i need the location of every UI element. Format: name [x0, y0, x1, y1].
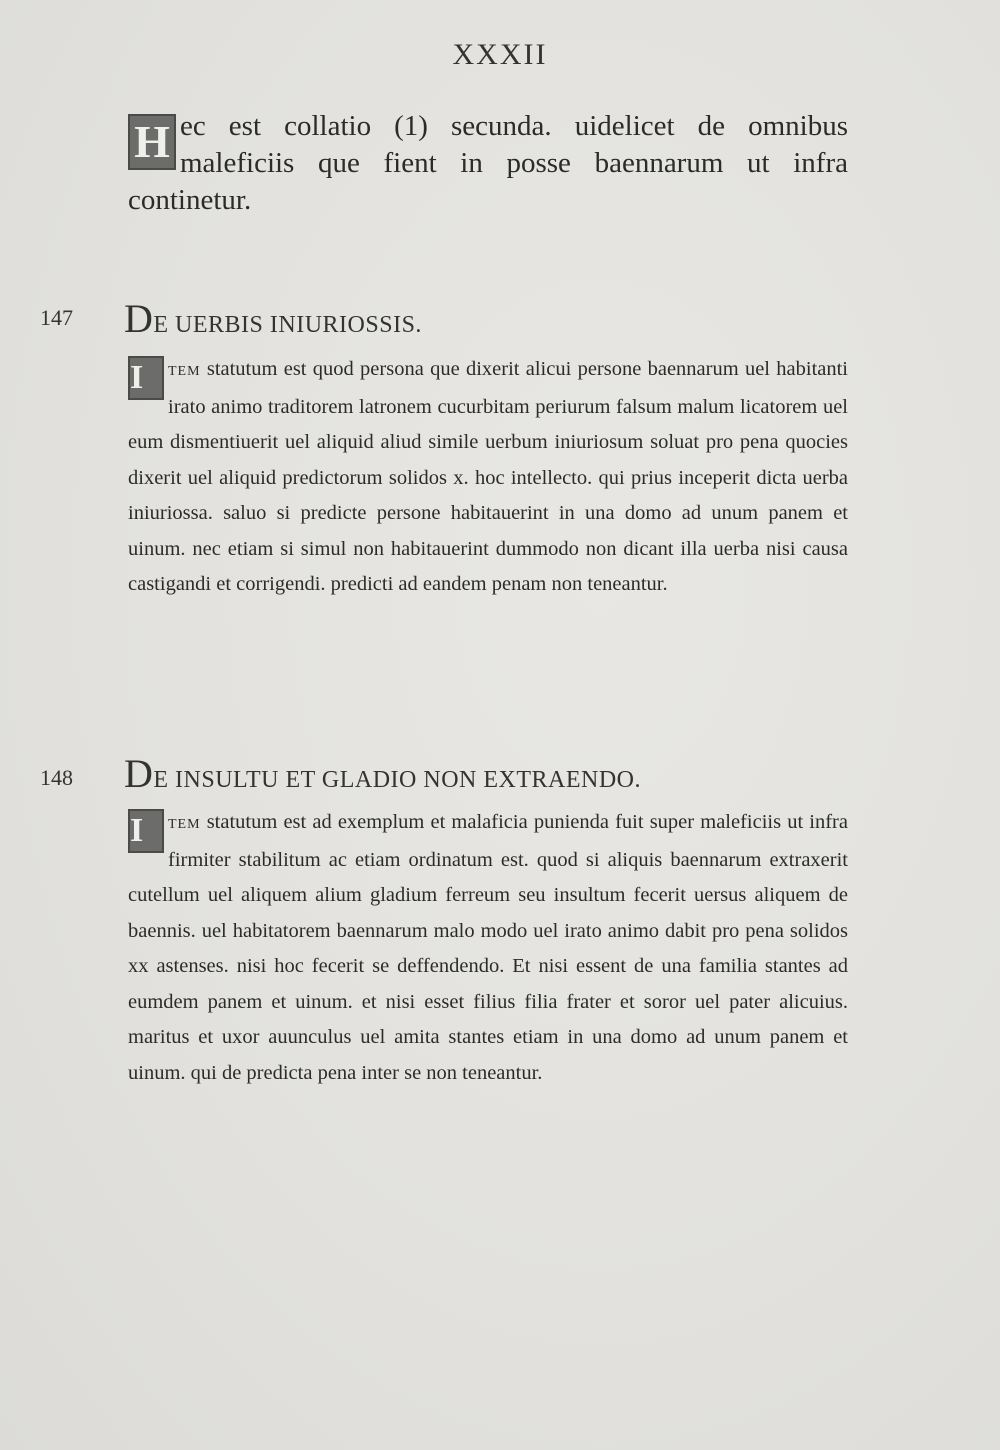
heading-initial: D: [124, 296, 154, 341]
section-number: 147: [40, 305, 73, 330]
section-number: 148: [40, 765, 73, 790]
body-text: statutum est ad exemplum et malaficia punienda fuit super maleficiis ut infra firmiter stabilitum ac etiam ordinatum est. quod si aliquis baennarum extraxerit cutellum uel aliquem alium gladium ferreum seu insultum fecerit uersus aliquem de baennis. uel habitatorem baennarum malo modo uel irato animo dabit pro pena solidos xx astenses. nisi hoc fecerit se deffendendo. Et nisi essent de una familia stantes ad eumdem panem et uinum. et nisi esset filius filia frater et soror uel pater alicuius. maritus et uxor auunculus uel amita stantes etiam in una domo ad unum panem et uinum. qui de predicta pena inter se non teneantur.: [128, 811, 848, 1084]
heading-text: E INSULTU ET GLADIO NON EXTRAENDO.: [153, 767, 642, 793]
page-folio: XXXII: [452, 38, 548, 71]
section-heading: [124, 295, 422, 342]
decorated-initial: H: [128, 114, 176, 170]
decorated-initial: I: [128, 356, 164, 400]
heading-text: E UERBIS INIURIOSSIS.: [153, 312, 422, 338]
section-body: [128, 805, 848, 1091]
section-heading: [124, 750, 641, 797]
body-lead: TEM: [168, 817, 201, 832]
heading-initial: D: [124, 751, 154, 796]
body-lead: TEM: [168, 364, 201, 379]
intro-text: ec est collatio (1) secunda. uidelicet de omnibus maleficiis que fient in posse baennarum ut infra continetur.: [128, 110, 848, 216]
body-text: statutum est quod persona que dixerit alicui persone baennarum uel habitanti irato animo traditorem latronem cucurbitam periurum falsum malum licatorem uel eum dismentiuerit uel aliquid aliud simile uerbum iniuriosum soluat pro pena quocies dixerit uel aliquid predictorum solidos x. hoc intellecto. qui prius inceperit dicta uerba iniuriossa. saluo si predicte persone habitauerint in una domo ad unum panem et uinum. nec etiam si simul non habitauerint dummodo non dicant illa uerba nisi causa castigandi et corrigendi. predicti ad eandem penam non teneantur.: [128, 358, 848, 595]
intro-paragraph: [128, 108, 848, 219]
section-body: [128, 352, 848, 603]
decorated-initial: I: [128, 809, 164, 853]
